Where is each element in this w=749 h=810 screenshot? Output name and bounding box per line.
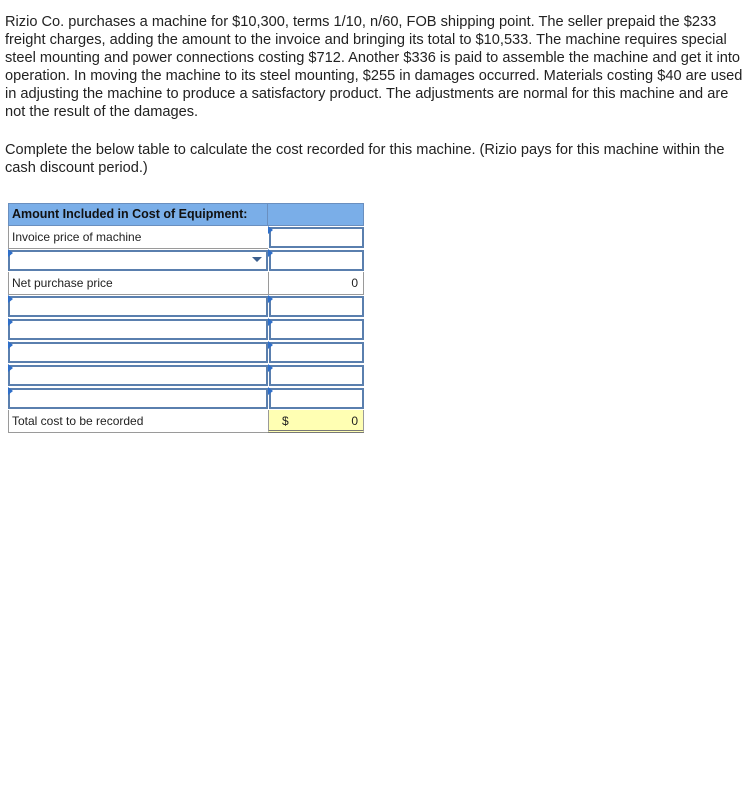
table-header-blank bbox=[268, 203, 364, 226]
instructions bbox=[5, 141, 743, 177]
total-currency: $ bbox=[282, 414, 289, 428]
input-flag-icon bbox=[268, 226, 273, 234]
total-cell bbox=[268, 410, 364, 433]
cost-item-input[interactable] bbox=[8, 365, 268, 386]
discount-amount-input[interactable] bbox=[269, 250, 364, 271]
input-flag-icon bbox=[8, 387, 13, 395]
additional-cost-row bbox=[8, 387, 364, 410]
cost-amount-input[interactable] bbox=[269, 319, 364, 340]
cost-amount-input[interactable] bbox=[269, 296, 364, 317]
chevron-down-icon[interactable] bbox=[252, 257, 262, 262]
input-flag-icon bbox=[8, 318, 13, 326]
input-flag-icon bbox=[8, 341, 13, 349]
input-flag-icon bbox=[8, 249, 13, 257]
cost-item-input[interactable] bbox=[8, 319, 268, 340]
additional-cost-row bbox=[8, 341, 364, 364]
table-header: Amount Included in Cost of Equipment: bbox=[8, 203, 268, 226]
invoice-amount-cell bbox=[268, 226, 364, 249]
invoice-amount-input[interactable] bbox=[269, 227, 364, 248]
additional-cost-row bbox=[8, 364, 364, 387]
cost-amount-input[interactable] bbox=[269, 388, 364, 409]
total-value: 0 bbox=[351, 414, 358, 428]
problem-text: Rizio Co. purchases a machine for $10,300, terms 1/10, n/60, FOB shipping point. The seller prepaid the $233 freight charges, adding the amount to the invoice and bringing its total to $10,533. The machine requires special steel mounting and power connections costing $712. Another $336 is paid to assemble the machine and get it into operation. In moving the machine to its steel mounting, $255 in damages occurred. Materials costing $40 are used in adjusting the machine to produce a satisfactory product. The adjustments are normal for this machine and are not the result of the damages. bbox=[5, 14, 743, 120]
input-flag-icon bbox=[268, 387, 273, 395]
input-flag-icon bbox=[268, 341, 273, 349]
cost-item-input[interactable] bbox=[8, 342, 268, 363]
input-flag-icon bbox=[268, 295, 273, 303]
discount-amount-cell bbox=[268, 249, 364, 272]
cost-amount-input[interactable] bbox=[269, 342, 364, 363]
instruction-text: Complete the below table to calculate the cost recorded for this machine. (Rizio pays for this machine within the cash discount period.) bbox=[5, 142, 725, 176]
discount-select[interactable] bbox=[8, 250, 268, 271]
net-purchase-value: 0 bbox=[268, 272, 364, 295]
input-flag-icon bbox=[268, 364, 273, 372]
net-purchase-label: Net purchase price bbox=[8, 272, 268, 295]
cost-amount-input[interactable] bbox=[269, 365, 364, 386]
input-flag-icon bbox=[8, 295, 13, 303]
additional-cost-row bbox=[8, 295, 364, 318]
discount-row bbox=[8, 249, 364, 272]
problem-statement bbox=[5, 13, 743, 121]
input-flag-icon bbox=[8, 364, 13, 372]
invoice-row bbox=[8, 226, 364, 249]
cost-item-input[interactable] bbox=[8, 388, 268, 409]
net-purchase-row bbox=[8, 272, 364, 295]
cost-item-input[interactable] bbox=[8, 296, 268, 317]
cost-table bbox=[8, 203, 364, 433]
input-flag-icon bbox=[268, 318, 273, 326]
invoice-label: Invoice price of machine bbox=[8, 226, 268, 249]
input-flag-icon bbox=[268, 249, 273, 257]
total-label: Total cost to be recorded bbox=[8, 410, 268, 433]
additional-cost-row bbox=[8, 318, 364, 341]
discount-select-cell bbox=[8, 249, 268, 272]
total-row bbox=[8, 410, 364, 433]
table-header-row bbox=[8, 203, 364, 226]
